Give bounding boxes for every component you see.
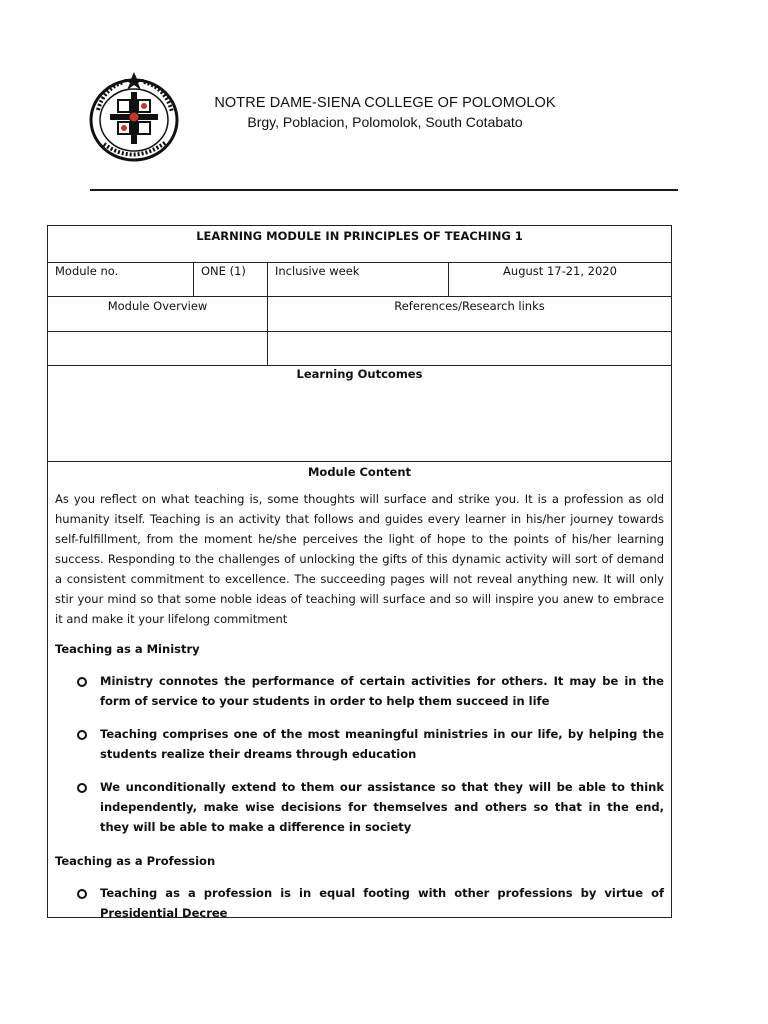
module-overview-label: Module Overview [48,297,268,332]
header-divider [90,189,678,191]
school-name: NOTRE DAME-SIENA COLLEGE OF POLOMOLOK [214,95,556,111]
learning-outcomes-label: Learning Outcomes [48,366,672,462]
section-title-ministry: Teaching as a Ministry [55,642,200,656]
inclusive-week-label: Inclusive week [268,263,449,297]
module-content-cell [48,462,672,918]
list-item [77,777,664,837]
school-seal-icon [84,70,184,164]
bullet-text: Ministry connotes the performance of certain activities for others. It may be in the form of service to your students in order to help them succeed in life [100,674,664,708]
bullet-ring-icon [77,677,87,687]
bullet-text: We unconditionally extend to them our assistance so that they will be able to think independently, make wise decisions for themselves and others so that in the end, they will be able to make a difference in society [100,780,664,834]
module-overview-value [48,332,268,366]
list-item [77,724,664,764]
module-table [47,225,672,918]
list-item [77,671,664,711]
bullet-ring-icon [77,730,87,740]
list-item [77,883,664,920]
profession-bullet-list [55,883,664,920]
module-no-label: Module no. [48,263,194,297]
letterhead [195,94,575,132]
module-title: LEARNING MODULE IN PRINCIPLES OF TEACHING 1 [48,226,672,263]
bullet-text: Teaching comprises one of the most meaningful ministries in our life, by helping the students realize their dreams through education [100,727,664,761]
references-value [268,332,672,366]
ministry-bullet-list [55,671,664,837]
school-address: Brgy, Poblacion, Polomolok, South Cotabato [247,114,523,130]
module-no-value: ONE (1) [194,263,268,297]
references-label: References/Research links [268,297,672,332]
inclusive-week-value: August 17-21, 2020 [449,263,672,297]
bullet-ring-icon [77,889,87,899]
module-content-label: Module Content [307,465,412,479]
intro-paragraph: As you reflect on what teaching is, some thoughts will surface and strike you. It is a profession as old humanity itself. Teaching is an activity that follows and guides every learner in his/her journey towards self-fulfillment, from the moment he/she perceives the light of hope to the points of his/her learning success. Responding to the challenges of unlocking the gifts of this dynamic activity will sort of demand a consistent commitment to excellence. The succeeding pages will not reveal anything new. It will only stir your mind so that some noble ideas of teaching will surface and so will inspire you anew to embrace it and make it your lifelong commitment [55,492,664,626]
bullet-ring-icon [77,783,87,793]
bullet-text: Teaching as a profession is in equal footing with other professions by virtue of Presidential Decree [100,886,664,920]
section-title-profession: Teaching as a Profession [55,854,216,868]
